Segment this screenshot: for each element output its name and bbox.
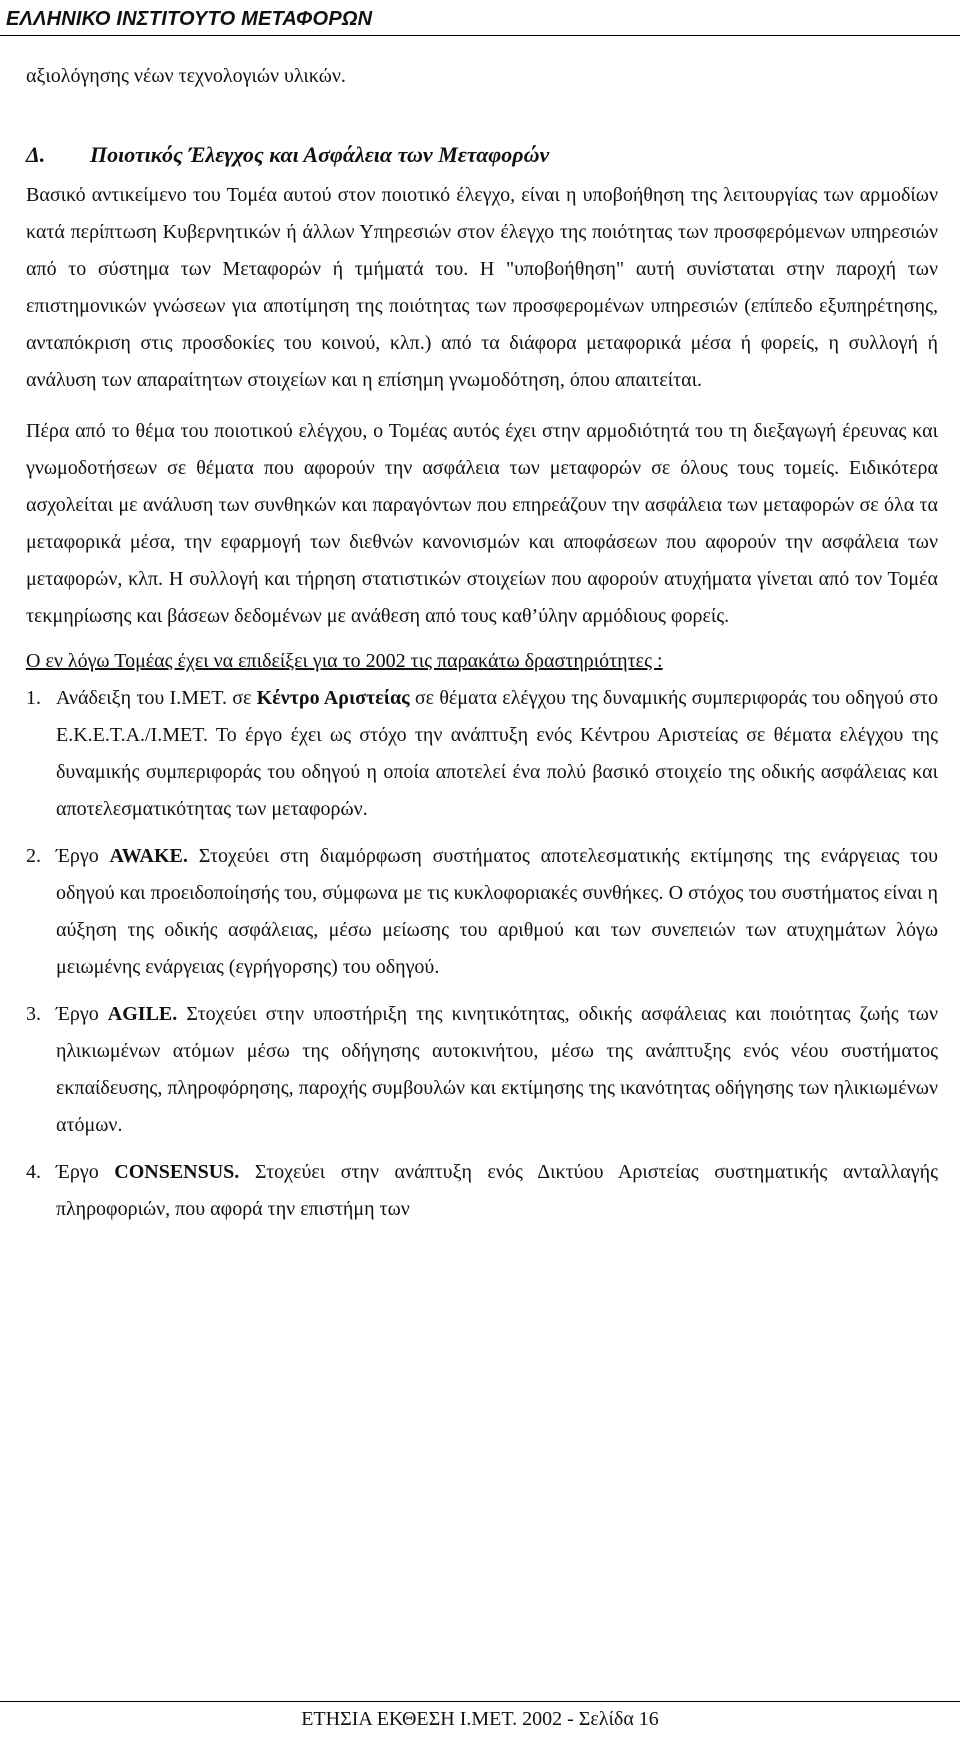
- section-title: [26, 137, 938, 173]
- activities-heading: Ο εν λόγω Τομέας έχει να επιδείξει για το 2002 τις παρακάτω δραστηριότητες :: [26, 650, 663, 672]
- section-title-text: Ποιοτικός Έλεγχος και Ασφάλεια των Μεταφορών: [90, 142, 550, 167]
- activity-item: [26, 996, 938, 1144]
- running-footer: ΕΤΗΣΙΑ ΕΚΘΕΣΗ Ι.ΜΕΤ. 2002 - Σελίδα 16: [301, 1708, 659, 1730]
- activity-text-pre: Έργο: [56, 1003, 108, 1025]
- section-number: Δ.: [26, 142, 46, 167]
- activity-number: 4.: [26, 1161, 41, 1183]
- lead-text: αξιολόγησης νέων τεχνολογιών υλικών.: [26, 65, 346, 87]
- page-content: [26, 58, 938, 1238]
- activity-text-post: Στοχεύει στην ανάπτυξη ενός Δικτύου Αριστείας συστηματικής ανταλλαγής πληροφοριών, που αφορά την επιστήμη των: [56, 1161, 938, 1220]
- activity-text-pre: Έργο: [56, 845, 110, 867]
- activity-bold-term: Κέντρο Αριστείας: [256, 687, 410, 709]
- activities-list: [26, 680, 938, 1228]
- activity-item: [26, 838, 938, 986]
- paragraph-quality-control: Βασικό αντικείμενο του Τομέα αυτού στον ποιοτικό έλεγχο, είναι η υποβοήθηση της λειτουργίας των αρμοδίων κατά περίπτωση Κυβερνητικών ή άλλων Υπηρεσιών στον έλεγχο της ποιότητας των προσφερόμενων υπηρεσιών από το σύστημα των Μεταφορών ή τμήματά του. Η "υποβοήθηση" αυτή συνίσταται στην παροχή των επιστημονικών γνώσεων για αποτίμηση της ποιότητας των προσφερομένων υπηρεσιών (επίπεδο εξυπηρέτησης, ανταπόκριση στις προσδοκίες του κοινού, κλπ.) από τα διάφορα μεταφορικά μέσα ή φορείς, η συλλογή ή ανάλυση των απαραίτητων στοιχείων και η επίσημη γνωμοδότηση, όπου απαιτείται.: [26, 184, 938, 391]
- activity-item: [26, 680, 938, 828]
- paragraph-safety: Πέρα από το θέμα του ποιοτικού ελέγχου, ο Τομέας αυτός έχει στην αρμοδιότητά του τη διεξαγωγή έρευνας και γνωμοδοτήσεων σε θέματα που αφορούν την ασφάλεια των μεταφορών σε όλους τους τομείς. Ειδικότερα ασχολείται με ανάλυση των συνθηκών και παραγόντων που επηρεάζουν την ασφάλεια των μεταφορών σε όλα τα μεταφορικά μέσα, την εφαρμογή των διεθνών κανονισμών και αποφάσεων που αφορούν την ασφάλεια των μεταφορών, κλπ. Η συλλογή και τήρηση στατιστικών στοιχείων που αφορούν ατυχήματα γίνεται από τον Τομέα τεκμηρίωσης και βάσεων δεδομένων με ανάθεση από τους καθ’ύλην αρμόδιους φορείς.: [26, 420, 938, 627]
- activity-number: 3.: [26, 1003, 41, 1025]
- running-header: ΕΛΛΗΝΙΚΟ ΙΝΣΤΙΤΟΥΤΟ ΜΕΤΑΦΟΡΩΝ: [6, 8, 373, 30]
- footer-rule: [0, 1701, 960, 1702]
- header-rule: [0, 35, 960, 36]
- activity-number: 2.: [26, 845, 41, 867]
- activity-number: 1.: [26, 687, 41, 709]
- activity-item: [26, 1154, 938, 1228]
- activity-bold-term: AWAKE.: [109, 845, 188, 867]
- activity-text-pre: Έργο: [56, 1161, 115, 1183]
- activity-text-post: σε θέματα ελέγχου της δυναμικής συμπεριφοράς του οδηγού στο Ε.Κ.Ε.Τ.Α./Ι.ΜΕΤ. Το έργο έχει ως στόχο την ανάπτυξη ενός Κέντρου Αριστείας σε θέματα ελέγχου της δυναμικής συμπεριφοράς του οδηγού η οποία αποτελεί ένα πολύ βασικό στοιχείο της οδικής ασφάλειας και αποτελεσματικότητας των μεταφορών.: [56, 687, 938, 820]
- activity-bold-term: CONSENSUS.: [114, 1161, 240, 1183]
- activity-bold-term: AGILE.: [107, 1003, 178, 1025]
- activity-text-pre: Ανάδειξη του Ι.ΜΕΤ. σε: [56, 687, 257, 709]
- activity-text-post: Στοχεύει στην υποστήριξη της κινητικότητας, οδικής ασφάλειας και ποιότητας ζωής των ηλικιωμένων ατόμων μέσω της οδήγησης αυτοκινήτου, μέσω της ανάπτυξης ενός νέου συστήματος εκπαίδευσης, πληροφόρησης, παροχής συμβουλών και εκτίμησης της ικανότητας οδήγησης των ηλικιωμένων ατόμων.: [56, 1003, 938, 1136]
- activity-text-post: Στοχεύει στη διαμόρφωση συστήματος αποτελεσματικής εκτίμησης της ενάργειας του οδηγού και προειδοποίησής του, σύμφωνα με τις κυκλοφοριακές συνθήκες. Ο στόχος του συστήματος είναι η αύξηση της οδικής ασφάλειας, μέσω μείωσης του αριθμού και των συνεπειών των ατυχημάτων λόγω μειωμένης ενάργειας (εγρήγορσης) του οδηγού.: [56, 845, 938, 978]
